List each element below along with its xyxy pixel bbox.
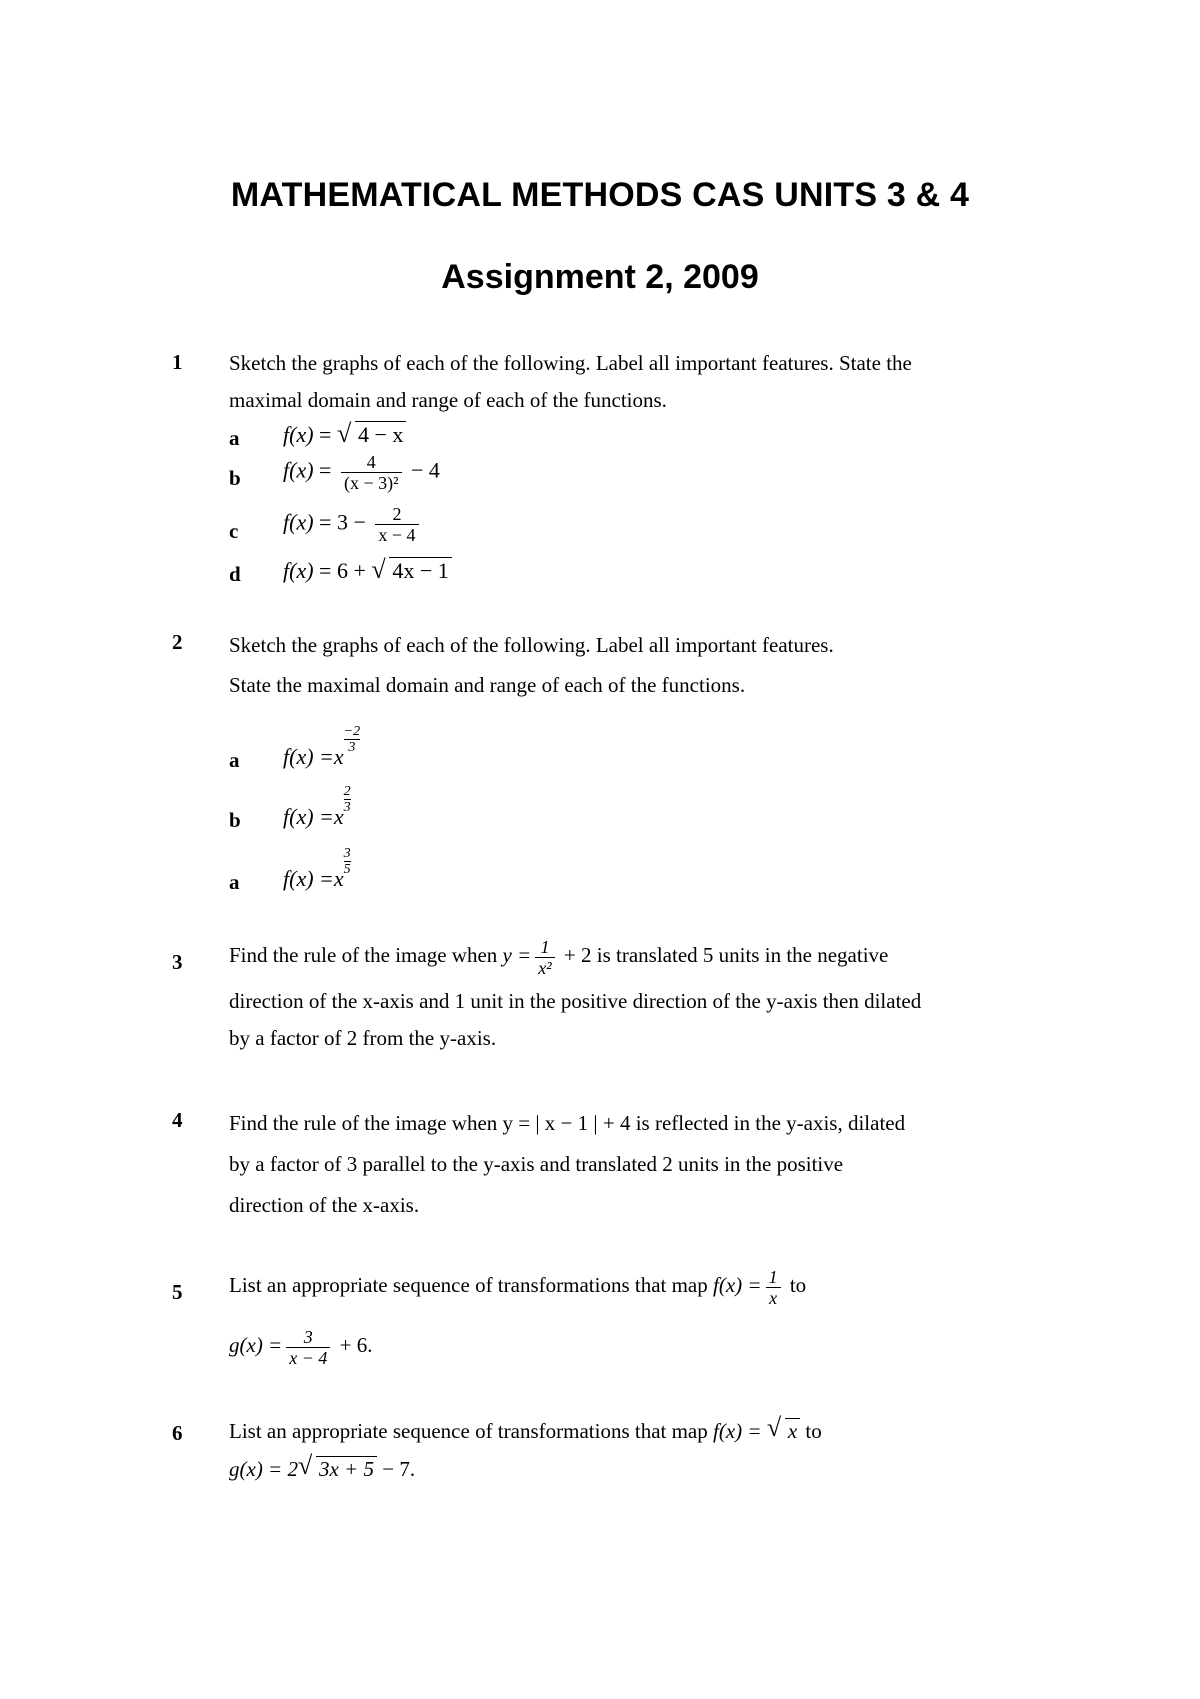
text-segment: List an appropriate sequence of transformations that map [229, 1273, 708, 1297]
expression-prefix: 3 − [336, 509, 366, 535]
square-root: √ 3x + 5 [298, 1450, 377, 1488]
function-lhs: f(x) = [283, 804, 334, 829]
text-line [229, 1450, 1049, 1488]
text-line [229, 1320, 1049, 1370]
equation-lhs: f(x) = [713, 1273, 762, 1297]
exponent-denominator: 3 [344, 739, 360, 755]
base: x [333, 866, 344, 891]
fraction [766, 1267, 781, 1308]
fraction [286, 1327, 330, 1368]
denominator: x² [535, 957, 554, 978]
fraction [535, 937, 554, 978]
page-subtitle: Assignment 2, 2009 [441, 258, 759, 296]
text-line: by a factor of 2 from the y-axis. [229, 1026, 497, 1050]
equation [283, 419, 406, 448]
text-line: direction of the x-axis. [229, 1193, 420, 1217]
part-label: d [229, 562, 241, 586]
text-line: maximal domain and range of each of the functions. [229, 388, 667, 412]
exponent-fraction [344, 784, 351, 815]
numerator: 2 [392, 504, 402, 524]
text-line: Sketch the graphs of each of the following. Label all important features. State the [229, 351, 912, 375]
radicand: 3x + 5 [316, 1456, 377, 1481]
denominator: x − 4 [375, 524, 418, 545]
text-segment: + 2 is translated 5 units in the negative [563, 943, 889, 967]
equation [283, 452, 440, 493]
radicand: 4x − 1 [389, 557, 451, 583]
power-expression [333, 724, 361, 770]
exponent-numerator: 3 [343, 846, 351, 861]
text-line: Sketch the graphs of each of the following. Label all important features. [229, 633, 834, 657]
equals-sign: = [319, 457, 332, 483]
exponent-numerator: 2 [343, 784, 351, 799]
question-text [229, 1103, 1049, 1226]
equation [283, 504, 423, 545]
question-number: 2 [172, 630, 183, 654]
text-line: Find the rule of the image when y = | x − 1 | + 4 is reflected in the y-axis, dilated [229, 1111, 906, 1135]
question-text [229, 1260, 1049, 1310]
question-number: 6 [172, 1421, 183, 1445]
question-number: 4 [172, 1108, 183, 1132]
numerator: 1 [768, 1266, 778, 1287]
fraction [341, 452, 402, 493]
equals-sign: = [319, 422, 332, 447]
text-segment: List an appropriate sequence of transformations that map [229, 1419, 708, 1443]
equation [283, 784, 351, 830]
text-segment: to [789, 1273, 807, 1297]
text-line: direction of the x-axis and 1 unit in the positive direction of the y-axis then dilated [229, 989, 922, 1013]
text-segment: + 6. [339, 1333, 373, 1357]
function-lhs: f(x) = [283, 866, 334, 891]
power-expression [333, 846, 351, 892]
text-line: State the maximal domain and range of each of the functions. [229, 673, 746, 697]
function-lhs: f(x) [283, 457, 314, 483]
part-label: b [229, 808, 241, 832]
base: x [333, 744, 344, 769]
exponent-denominator: 5 [343, 862, 351, 877]
question-number: 5 [172, 1280, 183, 1304]
expression-tail: − 4 [411, 457, 440, 483]
function-lhs: f(x) [283, 509, 314, 535]
equation-lhs: g(x) = 2 [229, 1457, 298, 1481]
question-number: 3 [172, 950, 183, 974]
equation [283, 724, 361, 770]
text-line [229, 930, 1049, 980]
equation-lhs: f(x) = [713, 1419, 762, 1443]
equals-sign: = [319, 509, 332, 535]
text-segment: Find the rule of the image when [229, 943, 498, 967]
exponent-fraction [344, 724, 360, 755]
question-text [229, 345, 1049, 419]
denominator: x − 4 [286, 1347, 330, 1368]
part-label: a [229, 426, 240, 450]
text-line [229, 1412, 1049, 1450]
numerator: 1 [540, 936, 550, 957]
text-segment: to [805, 1419, 822, 1443]
base: x [333, 804, 344, 829]
question-text [229, 625, 1049, 705]
question-number: 1 [172, 350, 183, 374]
radicand: x [785, 1418, 800, 1443]
square-root: √ 4 − x [337, 422, 406, 448]
radicand: 4 − x [355, 421, 406, 447]
exponent-numerator: −2 [343, 724, 361, 739]
text-line: by a factor of 3 parallel to the y-axis and translated 2 units in the positive [229, 1152, 844, 1176]
square-root: √ x [767, 1412, 800, 1450]
page-title: MATHEMATICAL METHODS CAS UNITS 3 & 4 [230, 176, 970, 214]
text-segment: − 7. [382, 1457, 416, 1481]
denominator: (x − 3)² [341, 472, 402, 493]
fraction [375, 504, 418, 545]
part-label: a [229, 870, 240, 894]
question-text [229, 1412, 1049, 1488]
equals-sign: = [319, 558, 332, 583]
equation-lhs: y = [502, 943, 532, 967]
exponent-denominator: 3 [343, 800, 351, 815]
function-lhs: f(x) [283, 558, 314, 583]
power-expression [333, 784, 351, 830]
text-line [229, 1260, 1049, 1310]
question-text [229, 930, 1049, 1057]
numerator: 3 [303, 1326, 313, 1347]
part-label: b [229, 466, 241, 490]
equation-lhs: g(x) = [229, 1333, 283, 1357]
equation [283, 555, 452, 584]
denominator: x [766, 1287, 781, 1308]
part-label: a [229, 748, 240, 772]
question-text [229, 1320, 1049, 1370]
exponent-fraction [344, 846, 351, 877]
part-label: c [229, 519, 239, 543]
square-root: √ 4x − 1 [371, 558, 451, 584]
function-lhs: f(x) = [283, 744, 334, 769]
expression-prefix: 6 + [336, 558, 366, 583]
equation [283, 846, 351, 892]
numerator: 4 [366, 452, 376, 472]
function-lhs: f(x) [283, 422, 314, 447]
